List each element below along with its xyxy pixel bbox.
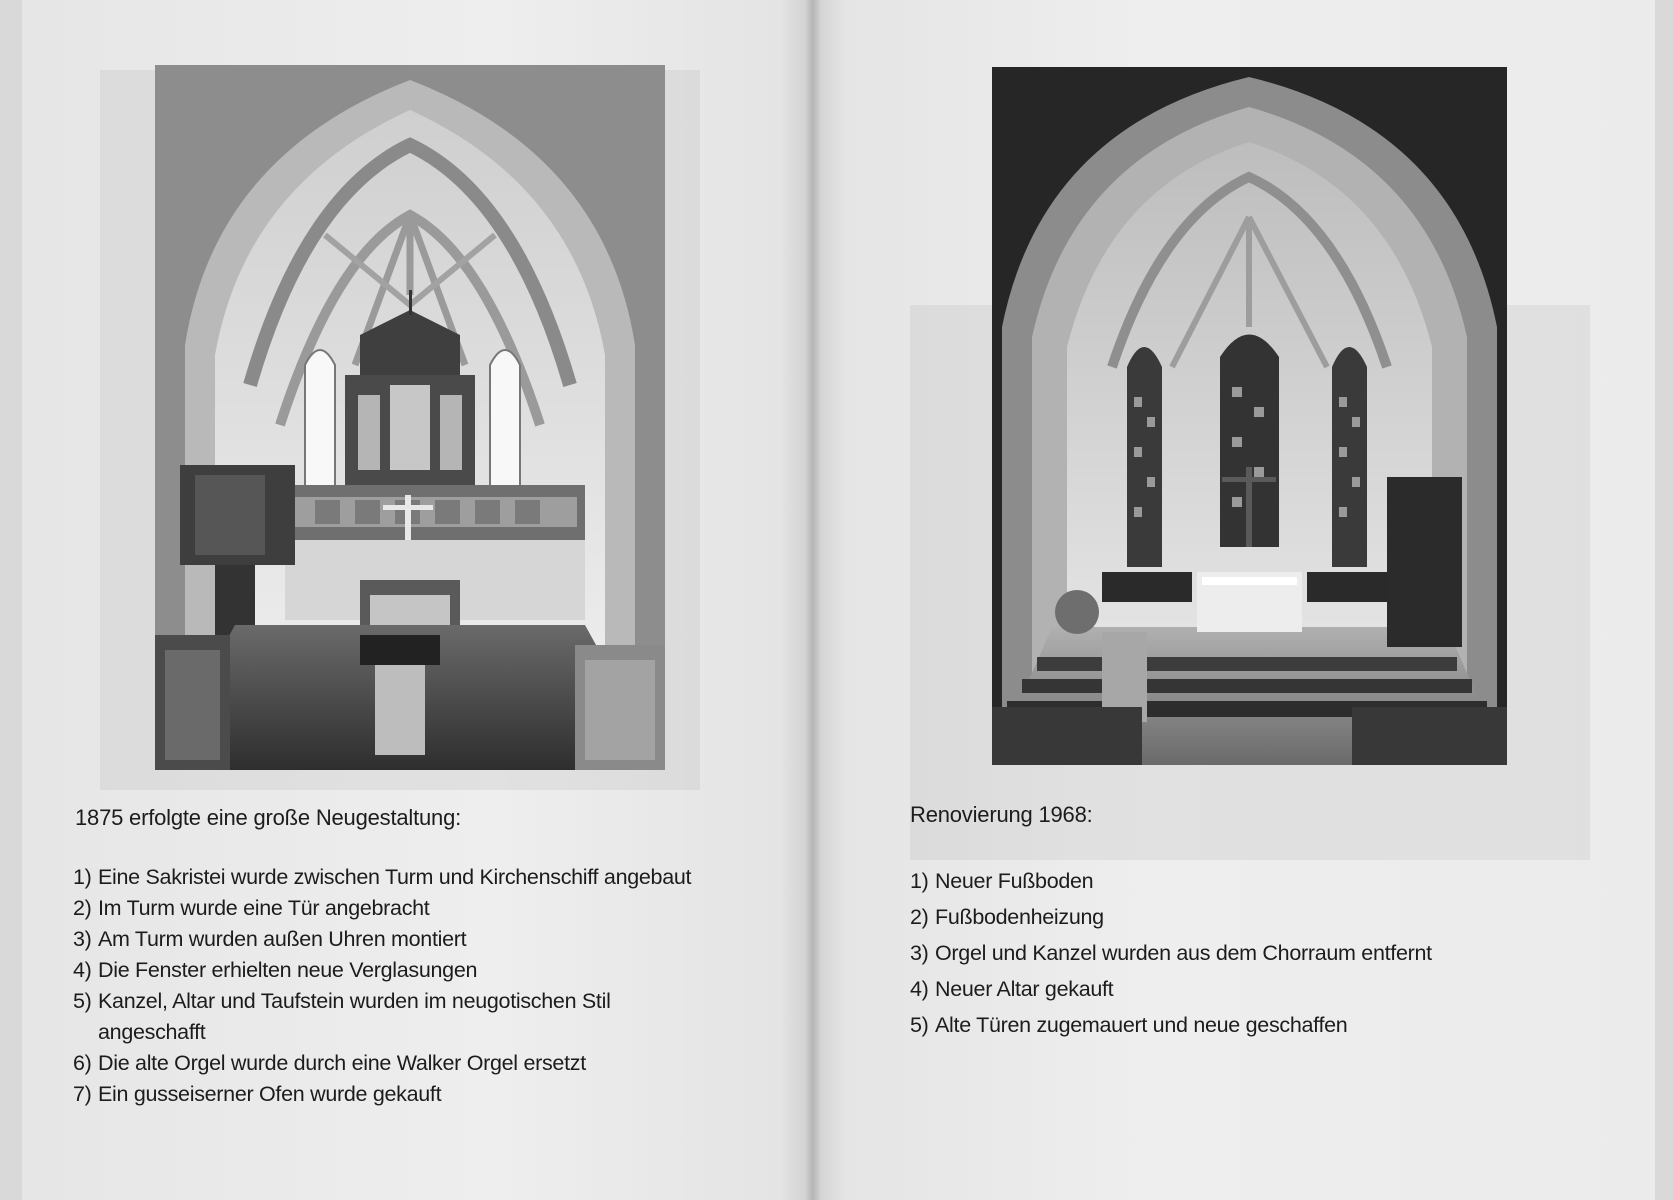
list-item <box>73 893 793 924</box>
item-number: 6) <box>73 1051 92 1075</box>
list-item <box>910 971 1610 1007</box>
item-text: Orgel und Kanzel wurden aus dem Chorraum entfernt <box>935 941 1432 965</box>
item-text: Im Turm wurde eine Tür angebracht <box>98 896 430 920</box>
list-item <box>73 924 793 955</box>
photo-church-interior-1875 <box>155 65 665 770</box>
item-number: 3) <box>910 941 929 965</box>
list-item <box>73 955 793 986</box>
item-number: 5) <box>73 989 92 1013</box>
item-number: 1) <box>73 865 92 889</box>
list-item <box>910 1007 1610 1043</box>
list-item <box>73 986 678 1048</box>
item-text: Neuer Altar gekauft <box>935 977 1114 1001</box>
item-text: Ein gusseiserner Ofen wurde gekauft <box>98 1082 442 1106</box>
list-item <box>73 1079 793 1110</box>
renovation-1875-list <box>73 862 793 1110</box>
list-item <box>73 1048 793 1079</box>
item-number: 1) <box>910 869 929 893</box>
list-item <box>910 935 1610 971</box>
list-item <box>73 862 793 893</box>
item-number: 7) <box>73 1082 92 1106</box>
renovation-1968-list <box>910 863 1610 1043</box>
item-text: Die alte Orgel wurde durch eine Walker Orgel ersetzt <box>98 1051 586 1075</box>
left-caption: 1875 erfolgte eine große Neugestaltung: <box>75 805 462 830</box>
item-number: 4) <box>910 977 929 1001</box>
item-text: Am Turm wurden außen Uhren montiert <box>98 927 467 951</box>
item-text: Alte Türen zugemauert und neue geschaffen <box>935 1013 1348 1037</box>
item-number: 4) <box>73 958 92 982</box>
item-text: Kanzel, Altar und Taufstein wurden im neugotischen Stil angeschafft <box>98 989 611 1044</box>
item-number: 2) <box>910 905 929 929</box>
item-text: Die Fenster erhielten neue Verglasungen <box>98 958 478 982</box>
item-text: Neuer Fußboden <box>935 869 1094 893</box>
photo-church-interior-1875-drawing <box>155 65 665 770</box>
list-item <box>910 899 1610 935</box>
item-number: 2) <box>73 896 92 920</box>
right-caption: Renovierung 1968: <box>910 802 1093 827</box>
list-item <box>910 863 1610 899</box>
item-text: Eine Sakristei wurde zwischen Turm und Kirchenschiff angebaut <box>98 865 692 889</box>
book-gutter <box>806 0 820 1200</box>
item-number: 3) <box>73 927 92 951</box>
item-text: Fußbodenheizung <box>935 905 1104 929</box>
photo-church-choir-1968-drawing <box>992 67 1507 765</box>
item-number: 5) <box>910 1013 929 1037</box>
photo-church-choir-1968 <box>992 67 1507 765</box>
